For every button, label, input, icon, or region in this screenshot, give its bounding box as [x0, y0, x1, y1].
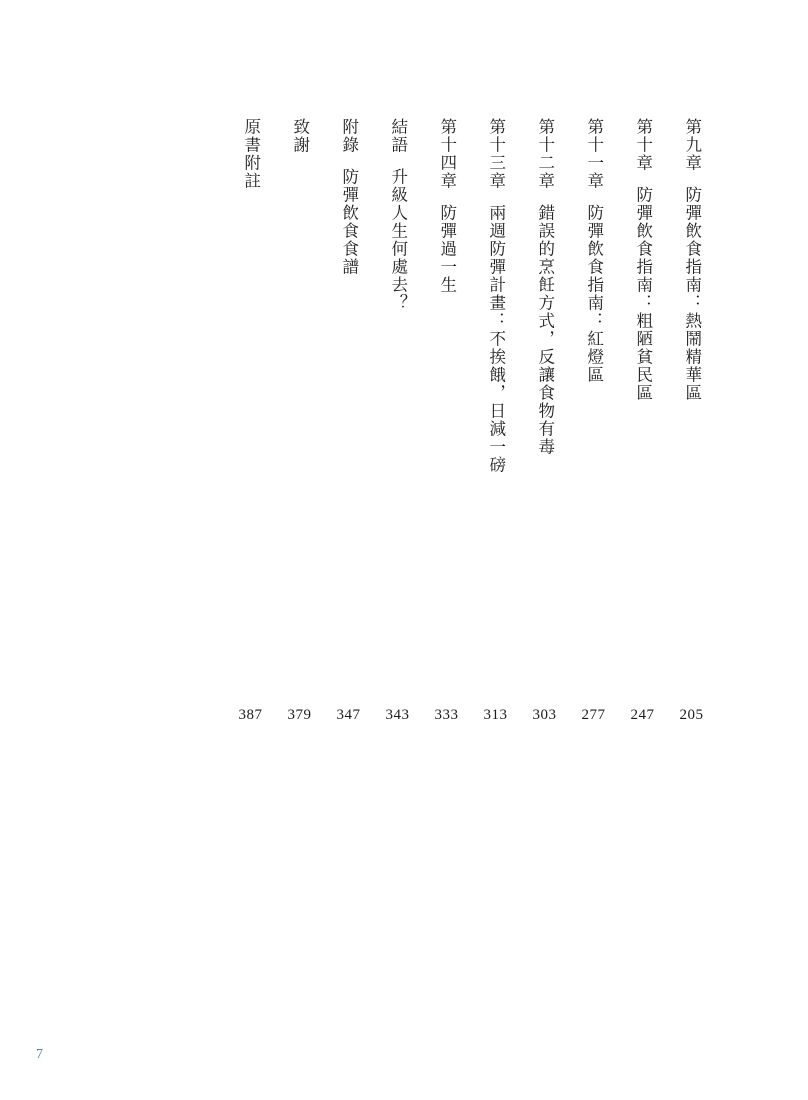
toc-entry — [226, 118, 275, 204]
toc-entry — [618, 118, 667, 402]
toc-entry — [569, 118, 618, 384]
toc-page-number: 379 — [287, 706, 312, 723]
toc-entry — [471, 118, 520, 474]
toc-page-number: 333 — [434, 706, 459, 723]
toc-page-number: 205 — [679, 706, 704, 723]
toc-chapter-label: 第九章 — [682, 118, 702, 172]
page-folio-number: 7 — [36, 1047, 43, 1062]
toc-entry — [667, 118, 716, 402]
toc-entry — [324, 118, 373, 276]
toc-chapter-label: 結語 — [388, 118, 408, 154]
toc-page-number: 387 — [238, 706, 263, 723]
toc-chapter-label: 附錄 — [339, 118, 359, 154]
toc-title-label: 防彈飲食指南：粗陋貧民區 — [633, 186, 653, 402]
toc-chapter-label: 第十二章 — [535, 118, 555, 190]
toc-entry — [422, 118, 471, 294]
toc-entry — [520, 118, 569, 456]
toc-chapter-label: 致謝 — [290, 118, 310, 154]
toc-page-number: 277 — [581, 706, 606, 723]
toc-page-number: 343 — [385, 706, 410, 723]
toc-page-number: 313 — [483, 706, 508, 723]
toc-entry — [373, 118, 422, 312]
toc-title-label: 防彈飲食指南：紅燈區 — [584, 204, 604, 384]
toc-page-number: 347 — [336, 706, 361, 723]
toc-chapter-label: 第十三章 — [486, 118, 506, 190]
toc-page-number: 247 — [630, 706, 655, 723]
toc-chapter-label: 原書附註 — [241, 118, 261, 190]
toc-title-label: 兩週防彈計畫：不挨餓，日減一磅 — [486, 204, 506, 474]
toc-title-label: 防彈飲食指南：熱鬧精華區 — [682, 186, 702, 402]
toc-title-label: 防彈飲食食譜 — [339, 168, 359, 276]
toc-chapter-label: 第十四章 — [437, 118, 457, 190]
toc-title-label: 防彈過一生 — [437, 204, 457, 294]
toc-page-number: 303 — [532, 706, 557, 723]
toc-page-number-row — [0, 702, 808, 728]
toc-chapter-label: 第十一章 — [584, 118, 604, 190]
toc-chapter-label: 第十章 — [633, 118, 653, 172]
toc-title-label: 錯誤的烹飪方式，反讓食物有毒 — [535, 204, 555, 456]
table-of-contents — [0, 118, 808, 758]
toc-title-label: 升級人生何處去？ — [388, 168, 408, 312]
toc-entry — [275, 118, 324, 168]
